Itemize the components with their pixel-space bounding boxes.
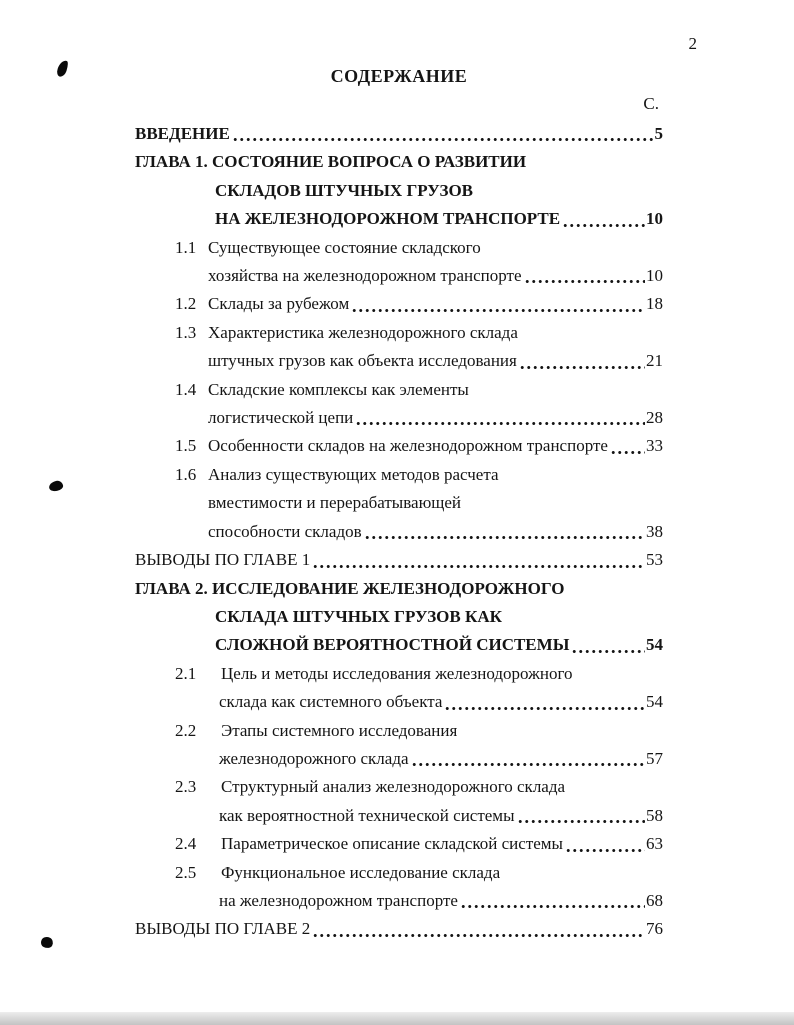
toc-page-ref: 10 bbox=[646, 209, 663, 229]
toc-line bbox=[135, 148, 663, 176]
page-column-label: С. bbox=[643, 94, 659, 113]
toc-line-text: на железнодорожном транспорте bbox=[219, 890, 458, 910]
ink-speck bbox=[56, 59, 70, 78]
toc-line-text: СКЛАДА ШТУЧНЫХ ГРУЗОВ КАК bbox=[215, 606, 502, 626]
toc-line-text: Цель и методы исследования железнодорожного bbox=[221, 663, 573, 683]
toc-line-text: Анализ существующих методов расчета bbox=[208, 464, 499, 484]
toc-item-number: 2.3 bbox=[175, 777, 197, 797]
toc-line bbox=[135, 915, 663, 943]
toc-page-ref: 5 bbox=[654, 124, 663, 143]
toc-page-ref: 58 bbox=[646, 805, 663, 825]
toc-line-text: железнодорожного склада bbox=[219, 748, 409, 768]
toc-page-ref: 54 bbox=[646, 635, 663, 655]
toc-line bbox=[135, 546, 663, 574]
toc-page-ref: 21 bbox=[646, 351, 663, 371]
toc-line-text: НА ЖЕЛЕЗНОДОРОЖНОМ ТРАНСПОРТЕ bbox=[215, 209, 561, 229]
toc-page-ref: 63 bbox=[646, 834, 663, 854]
dot-leader bbox=[610, 449, 645, 456]
toc-line bbox=[215, 631, 663, 659]
toc-line-text: Складские комплексы как элементы bbox=[208, 379, 469, 399]
toc-page-ref: 10 bbox=[646, 266, 663, 286]
toc-page-ref: 18 bbox=[646, 294, 663, 314]
toc-line bbox=[208, 262, 663, 290]
toc-item-number: 1.4 bbox=[175, 379, 197, 399]
toc-page-ref: 38 bbox=[646, 521, 663, 541]
toc-line-text: Характеристика железнодорожного склада bbox=[208, 322, 518, 342]
dot-leader bbox=[351, 307, 645, 314]
toc-line bbox=[175, 773, 663, 801]
toc-item-number: 2.2 bbox=[175, 720, 197, 740]
toc-line-text: штучных грузов как объекта исследования bbox=[208, 351, 517, 371]
toc-line-text: ВВЕДЕНИЕ bbox=[135, 124, 230, 143]
toc-line-text: Этапы системного исследования bbox=[221, 720, 458, 740]
scan-edge-shadow bbox=[0, 1012, 794, 1025]
toc-item-number: 1.6 bbox=[175, 464, 197, 484]
dot-leader bbox=[519, 364, 645, 371]
toc-line bbox=[208, 518, 663, 546]
dot-leader bbox=[312, 932, 645, 939]
ink-speck bbox=[39, 935, 55, 950]
toc-line-text: Существующее состояние складского bbox=[208, 237, 481, 257]
dot-leader bbox=[232, 136, 654, 143]
dot-leader bbox=[444, 705, 645, 712]
dot-leader bbox=[312, 563, 645, 570]
toc-line bbox=[219, 745, 663, 773]
dot-leader bbox=[355, 420, 645, 427]
toc-line-text: ВЫВОДЫ ПО ГЛАВЕ 1 bbox=[135, 550, 311, 570]
dot-leader bbox=[517, 818, 646, 825]
toc-line-text: логистической цепи bbox=[208, 408, 354, 428]
toc-line bbox=[175, 376, 663, 404]
toc-page-ref: 33 bbox=[646, 436, 663, 456]
toc-line-text: как вероятностной технической системы bbox=[219, 805, 515, 825]
toc-line bbox=[175, 717, 663, 745]
toc-line bbox=[175, 319, 663, 347]
toc-line-text: Параметрическое описание складской системы bbox=[221, 834, 563, 854]
toc-line bbox=[175, 234, 663, 262]
toc-line-text: ВЫВОДЫ ПО ГЛАВЕ 2 bbox=[135, 919, 311, 939]
toc-line bbox=[215, 205, 663, 233]
dot-leader bbox=[411, 761, 645, 768]
ink-speck bbox=[48, 480, 64, 493]
toc-page-ref: 28 bbox=[646, 408, 663, 428]
dot-leader bbox=[364, 534, 645, 541]
toc-line-text: СЛОЖНОЙ ВЕРОЯТНОСТНОЙ СИСТЕМЫ bbox=[215, 635, 570, 655]
toc-line-text: ГЛАВА 1. СОСТОЯНИЕ ВОПРОСА О РАЗВИТИИ bbox=[135, 152, 527, 172]
toc-line bbox=[175, 290, 663, 318]
toc-content bbox=[135, 62, 663, 944]
toc-line-text: хозяйства на железнодорожном транспорте bbox=[208, 266, 522, 286]
toc-line bbox=[135, 575, 663, 603]
toc-line bbox=[215, 603, 663, 631]
toc-line bbox=[208, 404, 663, 432]
toc-page-ref: 57 bbox=[646, 748, 663, 768]
toc-line bbox=[208, 489, 663, 517]
toc-item-number: 2.5 bbox=[175, 862, 197, 882]
toc-page-ref: 76 bbox=[646, 919, 663, 939]
table-of-contents bbox=[135, 120, 663, 944]
toc-line bbox=[175, 461, 663, 489]
dot-leader bbox=[562, 222, 645, 229]
toc-line bbox=[219, 688, 663, 716]
page-title: СОДЕРЖАНИЕ bbox=[330, 66, 468, 86]
toc-line-text: Функциональное исследование склада bbox=[221, 862, 501, 882]
page-number: 2 bbox=[688, 34, 697, 53]
toc-line-text: ГЛАВА 2. ИССЛЕДОВАНИЕ ЖЕЛЕЗНОДОРОЖНОГО bbox=[135, 578, 565, 598]
toc-line-text: склада как системного объекта bbox=[219, 692, 443, 712]
toc-line-text: Склады за рубежом bbox=[208, 294, 350, 314]
toc-line-text: Структурный анализ железнодорожного склада bbox=[221, 777, 566, 797]
toc-page-ref: 68 bbox=[646, 890, 663, 910]
toc-line-text: вместимости и перерабатывающей bbox=[208, 493, 462, 513]
toc-line bbox=[215, 177, 663, 205]
toc-page-ref: 53 bbox=[646, 550, 663, 570]
toc-line bbox=[175, 660, 663, 688]
toc-item-number: 1.3 bbox=[175, 322, 197, 342]
toc-line-text: СКЛАДОВ ШТУЧНЫХ ГРУЗОВ bbox=[215, 180, 474, 200]
toc-item-number: 1.5 bbox=[175, 436, 197, 456]
toc-line bbox=[208, 347, 663, 375]
toc-item-number: 2.4 bbox=[175, 834, 197, 854]
toc-item-number: 2.1 bbox=[175, 663, 197, 683]
toc-item-number: 1.2 bbox=[175, 294, 197, 314]
toc-item-number: 1.1 bbox=[175, 237, 197, 257]
dot-leader bbox=[524, 278, 645, 285]
toc-line-text: Особенности складов на железнодорожном транспорте bbox=[208, 436, 608, 456]
dot-leader bbox=[571, 648, 645, 655]
toc-line bbox=[219, 887, 663, 915]
toc-page-ref: 54 bbox=[646, 692, 663, 712]
toc-line bbox=[135, 120, 663, 148]
toc-line bbox=[175, 830, 663, 858]
dot-leader bbox=[565, 847, 645, 854]
toc-line bbox=[175, 859, 663, 887]
toc-line bbox=[175, 432, 663, 460]
dot-leader bbox=[460, 903, 645, 910]
toc-line-text: способности складов bbox=[208, 521, 362, 541]
toc-line bbox=[219, 802, 663, 830]
